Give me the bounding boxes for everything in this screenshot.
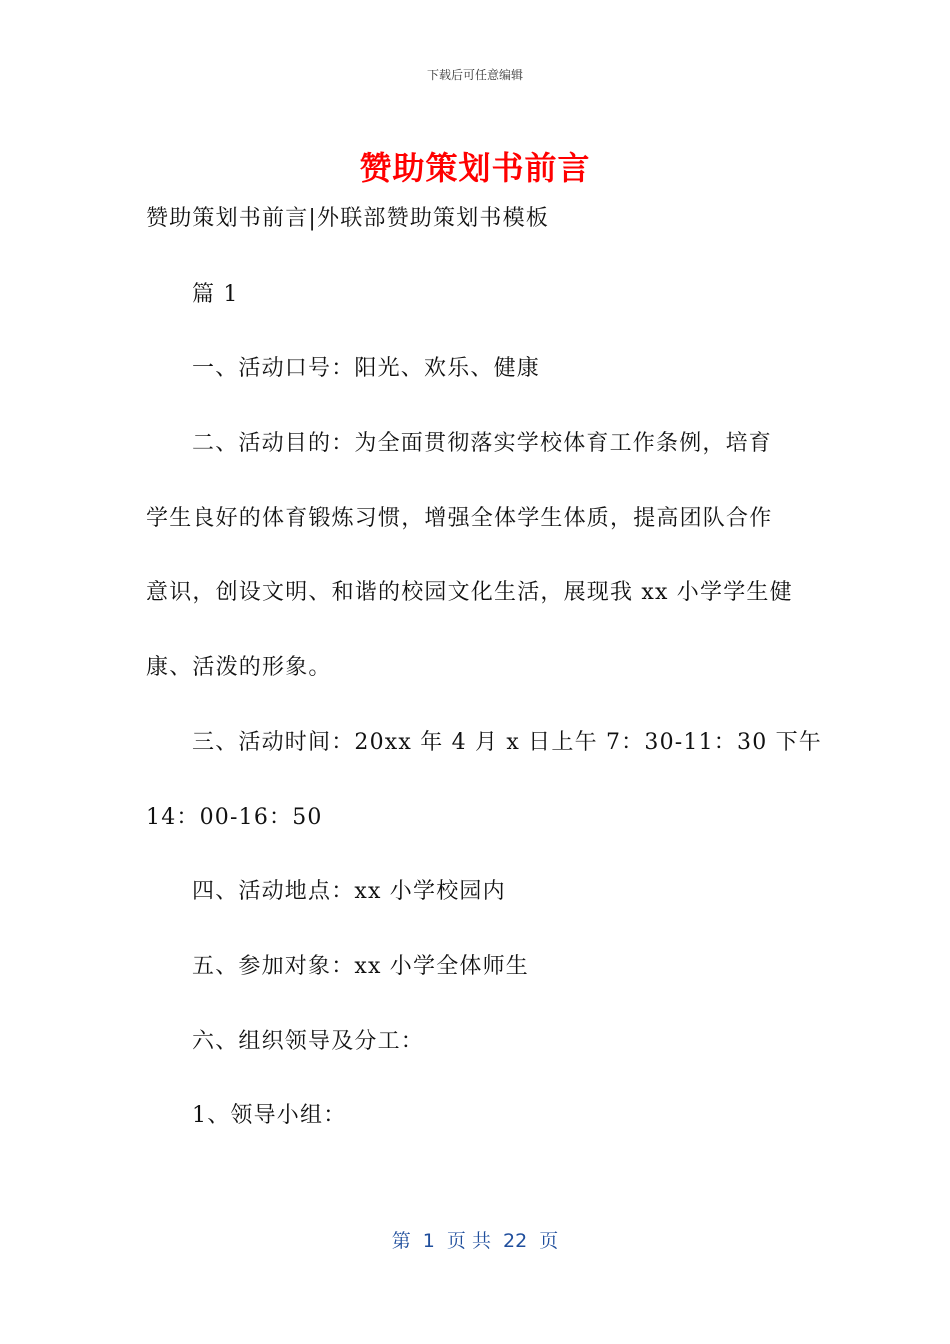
paragraph-line: 一、活动口号：阳光、欢乐、健康: [192, 356, 541, 381]
header-note: 下载后可任意编辑: [426, 68, 523, 82]
paragraph-line: 篇 1: [192, 282, 239, 307]
page-number-footer: 第 1 页 共 22 页: [391, 1230, 559, 1252]
paragraph-line: 意识，创设文明、和谐的校园文化生活，展现我 xx 小学学生健: [146, 580, 793, 605]
paragraph-line: 三、活动时间：20xx 年 4 月 x 日上午 7：30-11：30 下午: [192, 730, 822, 755]
paragraph-line: 学生良好的体育锻炼习惯，增强全体学生体质，提高团队合作: [146, 506, 773, 531]
paragraph-line: 康、活泼的形象。: [146, 655, 332, 680]
paragraph-line: 五、参加对象：xx 小学全体师生: [192, 954, 530, 979]
paragraph-line: 1、领导小组：: [192, 1103, 347, 1128]
document-title: 赞助策划书前言: [359, 149, 591, 187]
paragraph-line: 六、组织领导及分工：: [192, 1029, 425, 1054]
paragraph-line: 四、活动地点：xx 小学校园内: [192, 879, 506, 904]
paragraph-line: 14：00-16：50: [146, 805, 323, 830]
paragraph-line: 二、活动目的：为全面贯彻落实学校体育工作条例，培育: [192, 431, 773, 456]
document-subtitle: 赞助策划书前言|外联部赞助策划书模板: [146, 206, 550, 231]
